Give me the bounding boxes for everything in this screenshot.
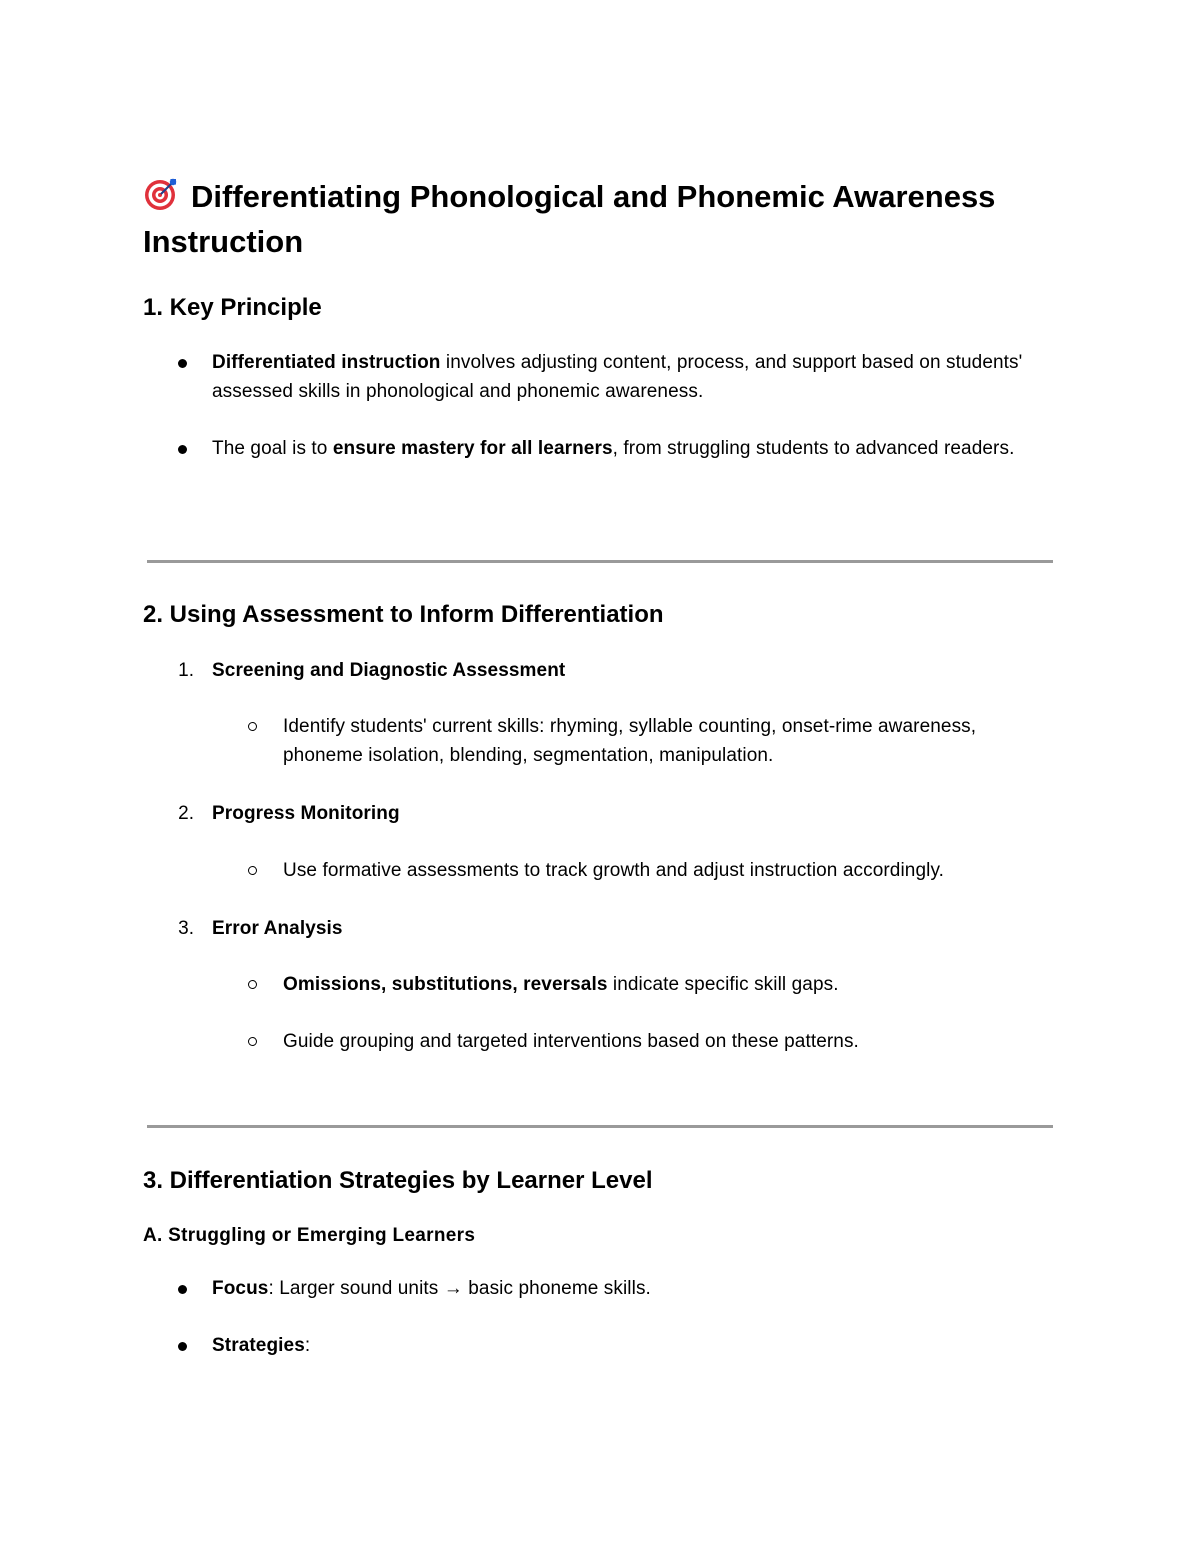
section-heading-assessment: 2. Using Assessment to Inform Differentiation bbox=[143, 601, 664, 628]
item-text: Identify students' current skills: rhyming, syllable counting, onset-rime awareness, phoneme isolation, blending, segmentation, manipulation. bbox=[283, 716, 977, 766]
direct-hit-target-icon bbox=[143, 176, 179, 212]
bold-text: ensure mastery for all learners bbox=[332, 438, 613, 459]
item-text: Use formative assessments to track growth and adjust instruction accordingly. bbox=[283, 860, 945, 881]
numbered-item-label: Screening and Diagnostic Assessment bbox=[212, 660, 566, 681]
list-item bbox=[212, 348, 1052, 406]
item-text: indicate specific skill gaps. bbox=[607, 974, 839, 995]
item-text: Guide grouping and targeted interventions based on these patterns. bbox=[283, 1031, 859, 1052]
bold-text: Omissions, substitutions, reversals bbox=[283, 974, 608, 995]
item-text: : bbox=[304, 1335, 311, 1356]
list-number: 3. bbox=[178, 918, 194, 939]
sub-list-item bbox=[283, 712, 1053, 770]
item-text-pre: The goal is to bbox=[212, 438, 333, 459]
numbered-item-label: Error Analysis bbox=[212, 918, 343, 939]
section-heading-strategies: 3. Differentiation Strategies by Learner Level bbox=[143, 1167, 653, 1194]
sub-list-item bbox=[283, 856, 1053, 885]
numbered-item bbox=[212, 656, 1052, 685]
list-item bbox=[212, 1274, 1052, 1303]
sub-list-item bbox=[283, 970, 1053, 999]
numbered-item bbox=[212, 914, 1052, 943]
horizontal-divider bbox=[147, 1125, 1053, 1128]
horizontal-divider bbox=[147, 560, 1053, 563]
sub-bullet-circle bbox=[248, 980, 257, 989]
bullet-dot bbox=[178, 445, 187, 454]
section-heading-key-principle: 1. Key Principle bbox=[143, 294, 322, 321]
subsection-heading-struggling: A. Struggling or Emerging Learners bbox=[143, 1225, 476, 1246]
item-text: involves adjusting content, process, and support based on students' assessed skills in phonological and phonemic awareness. bbox=[212, 352, 1023, 402]
document-title-text: Differentiating Phonological and Phonemic Awareness Instruction bbox=[143, 179, 996, 259]
sub-bullet-circle bbox=[248, 866, 257, 875]
list-item bbox=[212, 434, 1052, 463]
bullet-dot bbox=[178, 1342, 187, 1351]
bold-text: Differentiated instruction bbox=[212, 352, 441, 373]
list-number: 1. bbox=[178, 660, 194, 681]
bold-text: Strategies bbox=[212, 1335, 305, 1356]
bullet-dot bbox=[178, 359, 187, 368]
sub-bullet-circle bbox=[248, 722, 257, 731]
bold-text: Focus bbox=[212, 1278, 269, 1299]
document-title bbox=[143, 174, 1083, 264]
numbered-item bbox=[212, 799, 1052, 828]
item-text: : Larger sound units → basic phoneme skills. bbox=[268, 1278, 651, 1299]
sub-bullet-circle bbox=[248, 1037, 257, 1046]
numbered-item-label: Progress Monitoring bbox=[212, 803, 400, 824]
list-item bbox=[212, 1331, 1052, 1360]
item-text-post: , from struggling students to advanced readers. bbox=[612, 438, 1015, 459]
sub-list-item bbox=[283, 1027, 1053, 1056]
bullet-dot bbox=[178, 1285, 187, 1294]
list-number: 2. bbox=[178, 803, 194, 824]
